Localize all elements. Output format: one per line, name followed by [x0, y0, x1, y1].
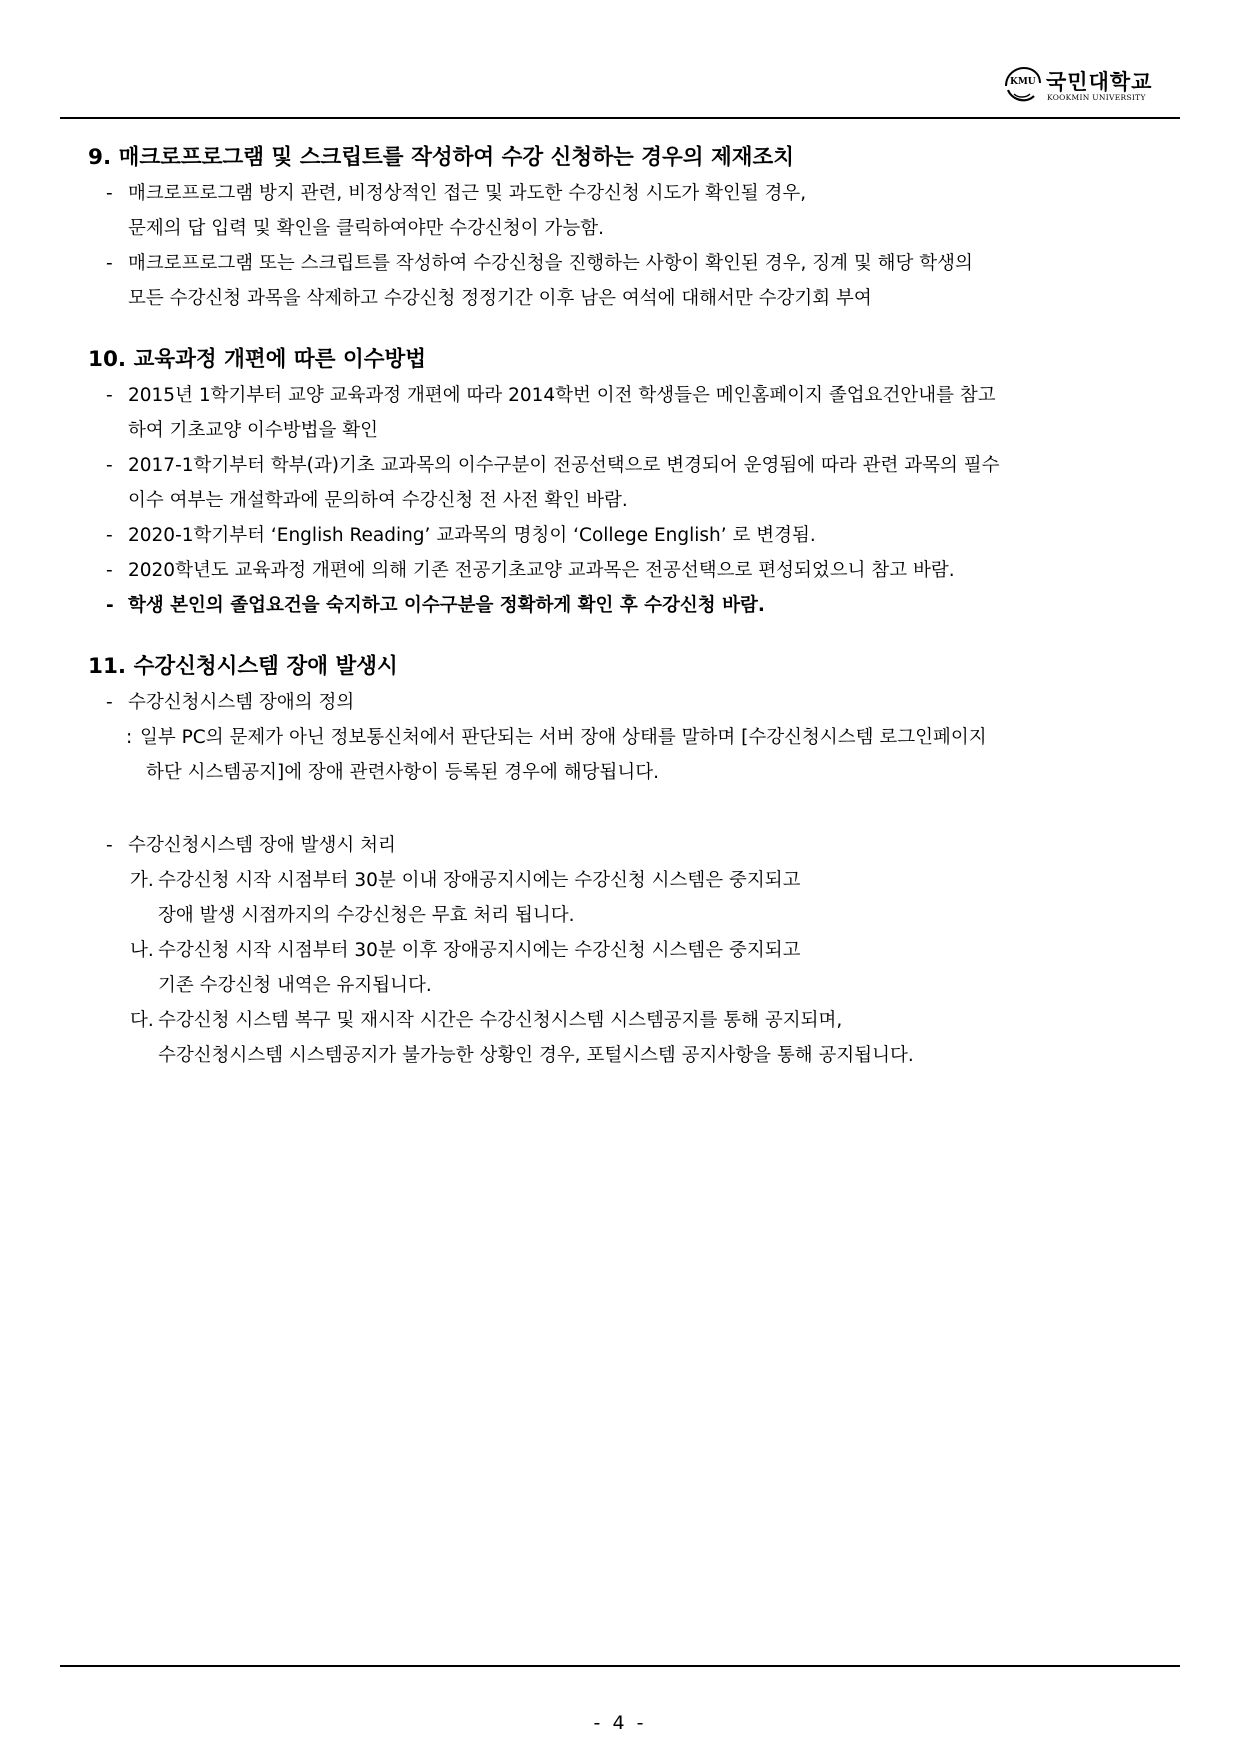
item-text: 이수 여부는 개설학과에 문의하여 수강신청 전 사전 확인 바람. [128, 490, 628, 511]
list-item [88, 448, 1148, 518]
handling-step [88, 1003, 1148, 1073]
item-text: 문제의 답 입력 및 확인을 클릭하여야만 수강신청이 가능함. [128, 218, 604, 239]
item-text: 수강신청시스템 장애 발생시 처리 [128, 835, 396, 856]
section-title: 11. 수강신청시스템 장애 발생시 [88, 654, 398, 679]
footer-divider [60, 1665, 1180, 1667]
list-item [88, 176, 1148, 246]
step-marker: 나. [130, 940, 154, 961]
list-item [88, 553, 1148, 588]
item-text: 학생 본인의 졸업요건을 숙지하고 이수구분을 정확하게 확인 후 수강신청 바람. [128, 595, 765, 616]
step-text: 기존 수강신청 내역은 유지됩니다. [158, 975, 432, 996]
item-text: 하여 기초교양 이수방법을 확인 [128, 420, 378, 441]
bullet-marker: - [106, 183, 113, 204]
list-item-emphasis [88, 588, 1148, 623]
item-text: 하단 시스템공지]에 장애 관련사항이 등록된 경우에 해당됩니다. [146, 762, 660, 783]
bullet-marker: - [106, 385, 113, 406]
logo-badge: KMU [1010, 77, 1036, 87]
list-item [88, 518, 1148, 553]
item-text: 일부 PC의 문제가 아닌 정보통신처에서 판단되는 서버 장애 상태를 말하며 [수강신청시스템 로그인페이지 [140, 727, 987, 748]
handling-label [88, 828, 1148, 863]
bullet-marker: - [106, 835, 113, 856]
item-text: 수강신청시스템 장애의 정의 [128, 692, 355, 713]
section-title: 9. 매크로프로그램 및 스크립트를 작성하여 수강 신청하는 경우의 제재조치 [88, 145, 795, 170]
bullet-marker: - [106, 692, 113, 713]
bullet-marker: - [106, 595, 114, 616]
logo-subtitle: KOOKMIN UNIVERSITY [1047, 93, 1146, 102]
section-11 [88, 649, 1148, 1073]
step-text: 수강신청시스템 시스템공지가 불가능한 상황인 경우, 포털시스템 공지사항을 통해 공지됩니다. [158, 1045, 914, 1066]
item-text: 2020학년도 교육과정 개편에 의해 기존 전공기초교양 교과목은 전공선택으로 편성되었으니 참고 바람. [128, 560, 955, 581]
handling-step [88, 863, 1148, 933]
bullet-marker: - [106, 253, 113, 274]
item-text: 매크로프로그램 방지 관련, 비정상적인 접근 및 과도한 수강신청 시도가 확인될 경우, [128, 183, 807, 204]
step-text: 수강신청 시스템 복구 및 재시작 시간은 수강신청시스템 시스템공지를 통해 공지되며, [158, 1010, 843, 1031]
handling-step [88, 933, 1148, 1003]
page-number: - 4 - [593, 1712, 647, 1734]
section-9 [88, 140, 1148, 316]
bullet-marker: - [106, 525, 113, 546]
step-text: 수강신청 시작 시점부터 30분 이내 장애공지시에는 수강신청 시스템은 중지되고 [158, 870, 801, 891]
university-logo [1000, 60, 1160, 108]
item-text: 2015년 1학기부터 교양 교육과정 개편에 따라 2014학번 이전 학생들은 메인홈페이지 졸업요건안내를 참고 [128, 385, 996, 406]
item-text: 모든 수강신청 과목을 삭제하고 수강신청 정정기간 이후 남은 여석에 대해서만 수강기회 부여 [128, 288, 872, 309]
bullet-marker: - [106, 455, 113, 476]
list-item [88, 246, 1148, 316]
kmu-emblem-icon [1000, 64, 1044, 104]
definition-text [88, 720, 1148, 790]
document-body [88, 140, 1148, 1073]
section-title: 10. 교육과정 개편에 따른 이수방법 [88, 347, 427, 372]
item-text: 2020-1학기부터 ‘English Reading’ 교과목의 명칭이 ‘College English’ 로 변경됨. [128, 525, 816, 546]
header-divider [60, 117, 1180, 119]
step-text: 수강신청 시작 시점부터 30분 이후 장애공지시에는 수강신청 시스템은 중지되고 [158, 940, 801, 961]
step-marker: 다. [130, 1010, 154, 1031]
step-text: 장애 발생 시점까지의 수강신청은 무효 처리 됩니다. [158, 905, 575, 926]
item-text: 2017-1학기부터 학부(과)기초 교과목의 이수구분이 전공선택으로 변경되어 운영됨에 따라 관련 과목의 필수 [128, 455, 1000, 476]
colon-marker: : [126, 727, 133, 748]
section-10 [88, 342, 1148, 623]
definition-label [88, 685, 1148, 720]
bullet-marker: - [106, 560, 113, 581]
logo-name: 국민대학교 [1046, 70, 1153, 94]
list-item [88, 378, 1148, 448]
item-text: 매크로프로그램 또는 스크립트를 작성하여 수강신청을 진행하는 사항이 확인된 경우, 징계 및 해당 학생의 [128, 253, 973, 274]
step-marker: 가. [130, 870, 154, 891]
